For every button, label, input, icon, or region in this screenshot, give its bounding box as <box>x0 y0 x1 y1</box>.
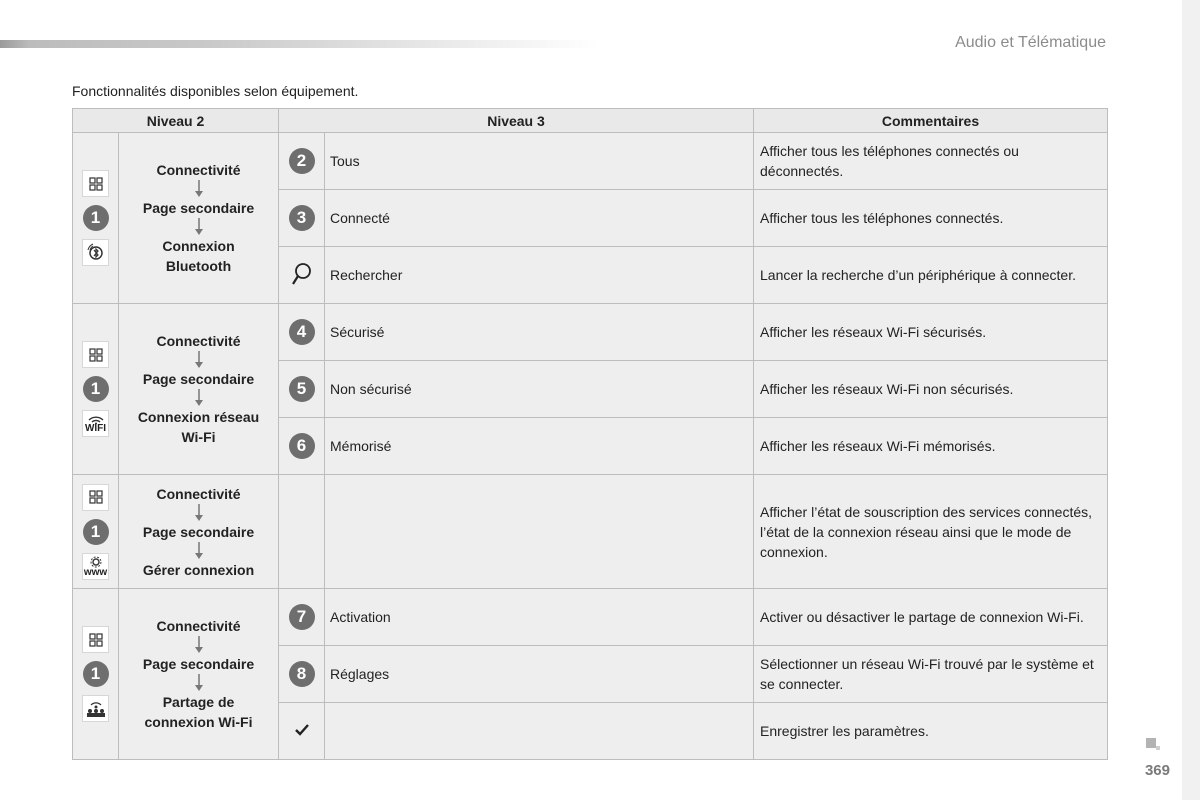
header-level2: Niveau 2 <box>73 109 279 133</box>
level2-icons-cell <box>73 589 119 760</box>
level3-number-cell <box>279 133 325 190</box>
level3-label: Activation <box>325 589 754 646</box>
level2-icons-cell <box>73 304 119 475</box>
level2-final-line: Gérer connexion <box>142 561 255 578</box>
level2-connectivity: Connectivité <box>156 618 241 634</box>
level3-number-cell <box>279 589 325 646</box>
level2-connectivity: Connectivité <box>156 162 241 178</box>
level2-connectivity: Connectivité <box>156 485 241 502</box>
table-header-row <box>73 109 1108 133</box>
header-level3: Niveau 3 <box>279 109 754 133</box>
arrow-down-icon <box>119 351 278 369</box>
wifi-icon-label: WIFI <box>84 423 107 434</box>
level2-final-line: Wi-Fi <box>181 429 216 445</box>
www-icon-label: www <box>83 566 108 578</box>
level3-number-cell <box>279 304 325 361</box>
table-row <box>73 304 1108 361</box>
level3-label: Réglages <box>325 646 754 703</box>
level3-number-cell <box>279 646 325 703</box>
table-row <box>73 133 1108 190</box>
level3-label <box>325 475 754 589</box>
level3-number-cell <box>279 361 325 418</box>
comment-cell: Enregistrer les paramètres. <box>754 703 1108 760</box>
level3-number-cell <box>279 475 325 589</box>
step-number-badge: 1 <box>83 661 109 687</box>
level2-path-cell <box>119 475 279 589</box>
page-number: 369 <box>1144 762 1170 779</box>
level2-secondary-page: Page secondaire <box>142 371 255 387</box>
level2-connectivity: Connectivité <box>156 333 241 349</box>
grid-icon <box>82 341 109 368</box>
search-icon <box>291 262 313 286</box>
level2-final-line: Connexion réseau <box>137 409 260 425</box>
header-comments: Commentaires <box>754 109 1108 133</box>
level2-path-cell <box>119 304 279 475</box>
level3-label: Non sécurisé <box>325 361 754 418</box>
section-title: Audio et Télématique <box>955 34 1106 51</box>
level3-label <box>325 703 754 760</box>
table-row <box>73 475 1108 589</box>
level2-icons-cell <box>73 133 119 304</box>
level3-icon-cell <box>279 703 325 760</box>
step-number-badge: 7 <box>289 604 315 630</box>
level2-secondary-page: Page secondaire <box>142 523 255 540</box>
level2-path-cell <box>119 589 279 760</box>
bluetooth-icon <box>82 239 109 266</box>
step-number-badge: 8 <box>289 661 315 687</box>
checkmark-icon <box>294 723 310 737</box>
arrow-down-icon <box>119 674 278 692</box>
arrow-down-icon <box>119 218 278 236</box>
grid-icon <box>82 484 109 511</box>
level2-icons-cell <box>73 475 119 589</box>
grid-icon <box>82 626 109 653</box>
level2-secondary-page: Page secondaire <box>142 200 255 216</box>
comment-cell: Afficher les réseaux Wi-Fi sécurisés. <box>754 304 1108 361</box>
comment-cell: Lancer la recherche d’un périphérique à connecter. <box>754 247 1108 304</box>
comment-cell: Afficher tous les téléphones connectés ou déconnectés. <box>754 133 1108 190</box>
step-number-badge: 5 <box>289 376 315 402</box>
arrow-down-icon <box>119 389 278 407</box>
features-table <box>72 108 1108 760</box>
level3-label: Rechercher <box>325 247 754 304</box>
arrow-down-icon <box>119 542 278 560</box>
end-of-section-mark <box>1146 738 1156 748</box>
page-edge-strip <box>1182 0 1200 800</box>
table-row <box>73 589 1108 646</box>
comment-cell: Afficher l’état de souscription des services connectés, l’état de la connexion réseau ainsi que le mode de connexion. <box>754 475 1108 589</box>
level2-final-line: Connexion <box>162 238 235 254</box>
comment-cell: Sélectionner un réseau Wi-Fi trouvé par le système et se connecter. <box>754 646 1108 703</box>
level2-final-line: Partage de <box>162 694 235 710</box>
step-number-badge: 3 <box>289 205 315 231</box>
end-of-section-mark-small <box>1156 746 1160 750</box>
comment-cell: Afficher les réseaux Wi-Fi non sécurisés. <box>754 361 1108 418</box>
comment-cell: Afficher les réseaux Wi-Fi mémorisés. <box>754 418 1108 475</box>
level3-icon-cell <box>279 247 325 304</box>
comment-cell: Activer ou désactiver le partage de connexion Wi-Fi. <box>754 589 1108 646</box>
level2-final-line: Bluetooth <box>165 258 232 274</box>
arrow-down-icon <box>119 636 278 654</box>
level2-secondary-page: Page secondaire <box>142 656 255 672</box>
level3-number-cell <box>279 190 325 247</box>
arrow-down-icon <box>119 180 278 198</box>
share-network-icon <box>82 695 109 722</box>
level3-label: Mémorisé <box>325 418 754 475</box>
step-number-badge: 6 <box>289 433 315 459</box>
level3-label: Connecté <box>325 190 754 247</box>
step-number-badge: 1 <box>83 519 109 545</box>
www-gear-icon <box>82 553 109 580</box>
wifi-icon <box>82 410 109 437</box>
step-number-badge: 1 <box>83 205 109 231</box>
step-number-badge: 2 <box>289 148 315 174</box>
step-number-badge: 1 <box>83 376 109 402</box>
step-number-badge: 4 <box>289 319 315 345</box>
level3-number-cell <box>279 418 325 475</box>
level2-final-line: connexion Wi-Fi <box>144 714 253 730</box>
level3-label: Sécurisé <box>325 304 754 361</box>
level2-path-cell <box>119 133 279 304</box>
grid-icon <box>82 170 109 197</box>
arrow-down-icon <box>119 504 278 522</box>
intro-text: Fonctionnalités disponibles selon équipement. <box>72 83 359 99</box>
header-gradient-bar <box>0 40 600 48</box>
comment-cell: Afficher tous les téléphones connectés. <box>754 190 1108 247</box>
level3-label: Tous <box>325 133 754 190</box>
